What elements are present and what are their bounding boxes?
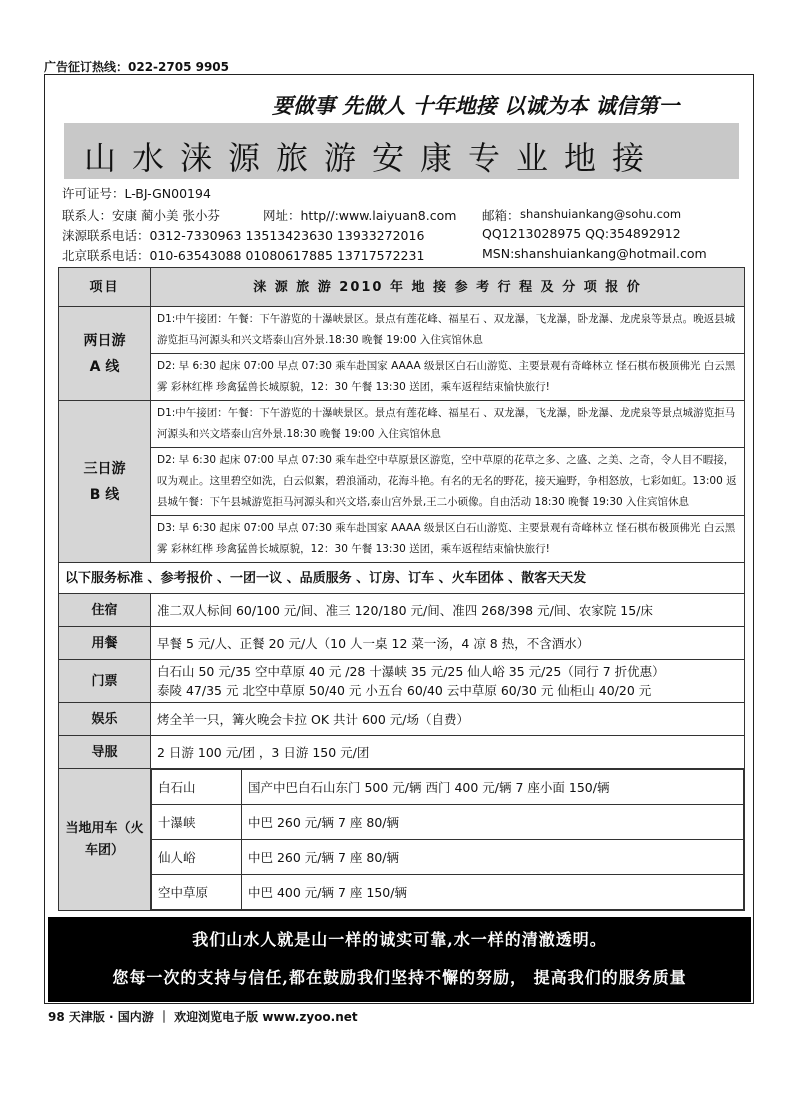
- table-row: [59, 354, 745, 401]
- ad-hotline: 广告征订热线：022-2705 9905: [44, 60, 230, 74]
- entertainment-label: 娱乐: [59, 703, 151, 736]
- page-footer: 98 天津版 · 国内游 ｜ 欢迎浏览电子版 www.zyoo.net: [48, 1010, 358, 1024]
- car-cell: [151, 769, 745, 911]
- guide-value: 2 日游 100 元/团 ，3 日游 150 元/团: [151, 736, 745, 769]
- car-table: [151, 769, 744, 910]
- table-row: [59, 660, 745, 703]
- two-day-label-line2: A 线: [89, 358, 120, 375]
- header-title: 涞 源 旅 游 2010 年 地 接 参 考 行 程 及 分 项 报 价: [151, 268, 745, 307]
- three-day-d1: D1:中午接团：午餐：下午游览的十瀑峡景区。景点有莲花峰、福星石 、双龙瀑，飞龙瀑，卧龙瀑、龙虎泉等景点城游览拒马河源头和兴文塔泰山宫外景.18:30 晚餐 19:00 入住宾馆休息: [151, 401, 745, 448]
- two-day-label-line1: 两日游: [83, 332, 126, 349]
- entertainment-value: 烤全羊一只，篝火晚会卡拉 OK 共计 600 元/场（自费）: [151, 703, 745, 736]
- services-title: 以下服务标准 、参考报价 、一团一议 、品质服务 、订房、订车 、火车团体 、散客天天发: [59, 563, 745, 594]
- tickets-value: [151, 660, 745, 703]
- header-item: 项目: [59, 268, 151, 307]
- car-row: [152, 805, 744, 840]
- slogan: 要做事 先做人 十年地接 以诚为本 诚信第一: [272, 93, 680, 118]
- car-place: 十瀑峡: [152, 805, 242, 840]
- car-price: 中巴 400 元/辆 7 座 150/辆: [242, 875, 744, 910]
- meals-value: 早餐 5 元/人、正餐 20 元/人（10 人一桌 12 菜一汤，4 凉 8 热，不含酒水）: [151, 627, 745, 660]
- table-row: [59, 769, 745, 911]
- lodging-label: 住宿: [59, 594, 151, 627]
- meals-label: 用餐: [59, 627, 151, 660]
- license-number: 许可证号：L-BJ-GN00194: [62, 186, 211, 201]
- tickets-line2: 泰陵 47/35 元 北空中草原 50/40 元 小五台 60/40 云中草原 60/30 元 仙柜山 40/20 元: [157, 683, 652, 698]
- tickets-label: 门票: [59, 660, 151, 703]
- tickets-line1: 白石山 50 元/35 空中草原 40 元 /28 十瀑峡 35 元/25 仙人峪 35 元/25（同行 7 折优惠）: [157, 664, 665, 679]
- car-row: [152, 875, 744, 910]
- two-day-label: [59, 307, 151, 401]
- car-place: 白石山: [152, 770, 242, 805]
- email[interactable]: shanshuiankang@sohu.com: [520, 207, 682, 221]
- lodging-value: 准二双人标间 60/100 元/间、准三 120/180 元/间、准四 268/398 元/间、农家院 15/床: [151, 594, 745, 627]
- qq-numbers: QQ1213028975 QQ:354892912: [482, 226, 681, 241]
- table-row: [59, 594, 745, 627]
- car-price: 中巴 260 元/辆 7 座 80/辆: [242, 805, 744, 840]
- car-place: 空中草原: [152, 875, 242, 910]
- table-row: [59, 736, 745, 769]
- three-day-d2: D2: 早 6:30 起床 07:00 早点 07:30 乘车赴空中草原景区游览，空中草原的花草之多、之盛、之美、之奇，令人目不暇接，叹为观止。这里碧空如洗，白云似絮，碧浪涌动，花海斗艳。有名的无名的野花，接天遍野，争相怒放，七彩如虹。13:00 返县城午餐：下午县城游览拒马河源头和兴文塔,泰山宫外景,王二小硕像。自由活动 18:30 晚餐 19:30 入住宾馆休息: [151, 448, 745, 516]
- two-day-d1: D1:中午接团：午餐：下午游览的十瀑峡景区。景点有莲花峰、福星石 、双龙瀑，飞龙瀑，卧龙瀑、龙虎泉等景点。晚返县城游览拒马河源头和兴文塔泰山宫外景.18:30 晚餐 19:00 入住宾馆休息: [151, 307, 745, 354]
- car-row: [152, 770, 744, 805]
- motto-footer: [48, 917, 751, 1002]
- three-day-label-line2: B 线: [89, 486, 120, 503]
- three-day-label: [59, 401, 151, 563]
- banner-title: 山水涞源旅游安康专业地接: [84, 139, 661, 177]
- car-row: [152, 840, 744, 875]
- laiyuan-phones: 涞源联系电话：0312-7330963 13513423630 13933272016: [62, 228, 425, 243]
- table-row: [59, 401, 745, 448]
- email-label: 邮箱：: [482, 208, 520, 223]
- website[interactable]: 网址：http//:www.laiyuan8.com: [263, 208, 457, 223]
- beijing-phones: 北京联系电话：010-63543088 01080617885 13717572231: [62, 248, 425, 263]
- car-price: 中巴 260 元/辆 7 座 80/辆: [242, 840, 744, 875]
- table-row: [59, 627, 745, 660]
- table-row: [59, 448, 745, 516]
- table-header-row: [59, 268, 745, 307]
- title-banner: [64, 123, 739, 179]
- itinerary-price-table: [58, 267, 745, 911]
- msn: MSN:shanshuiankang@hotmail.com: [482, 246, 707, 261]
- two-day-d2: D2: 早 6:30 起床 07:00 早点 07:30 乘车赴国家 AAAA 级景区白石山游览、主要景观有奇峰林立 怪石棋布极顶佛光 白云黑雾 彩林红桦 珍禽猛兽长城原貌，12：30 午餐 13:30 送团，乘车返程结束愉快旅行!: [151, 354, 745, 401]
- motto-line2: 您每一次的支持与信任,都在鼓励我们坚持不懈的努励， 提高我们的服务质量: [112, 968, 687, 987]
- car-place: 仙人峪: [152, 840, 242, 875]
- three-day-d3: D3: 早 6:30 起床 07:00 早点 07:30 乘车赴国家 AAAA 级景区白石山游览、主要景观有奇峰林立 怪石棋布极顶佛光 白云黑雾 彩林红桦 珍禽猛兽长城原貌，12：30 午餐 13:30 送团，乘车返程结束愉快旅行!: [151, 516, 745, 563]
- motto-line1: 我们山水人就是山一样的诚实可靠,水一样的清澈透明。: [192, 930, 607, 949]
- table-row: [59, 307, 745, 354]
- guide-label: 导服: [59, 736, 151, 769]
- three-day-label-line1: 三日游: [83, 460, 126, 477]
- car-price: 国产中巴白石山东门 500 元/辆 西门 400 元/辆 7 座小面 150/辆: [242, 770, 744, 805]
- table-row: [59, 703, 745, 736]
- car-label: 当地用车（火车团）: [59, 769, 151, 911]
- services-title-row: [59, 563, 745, 594]
- contact-persons: 联系人：安康 蔺小美 张小芬: [62, 208, 220, 223]
- table-row: [59, 516, 745, 563]
